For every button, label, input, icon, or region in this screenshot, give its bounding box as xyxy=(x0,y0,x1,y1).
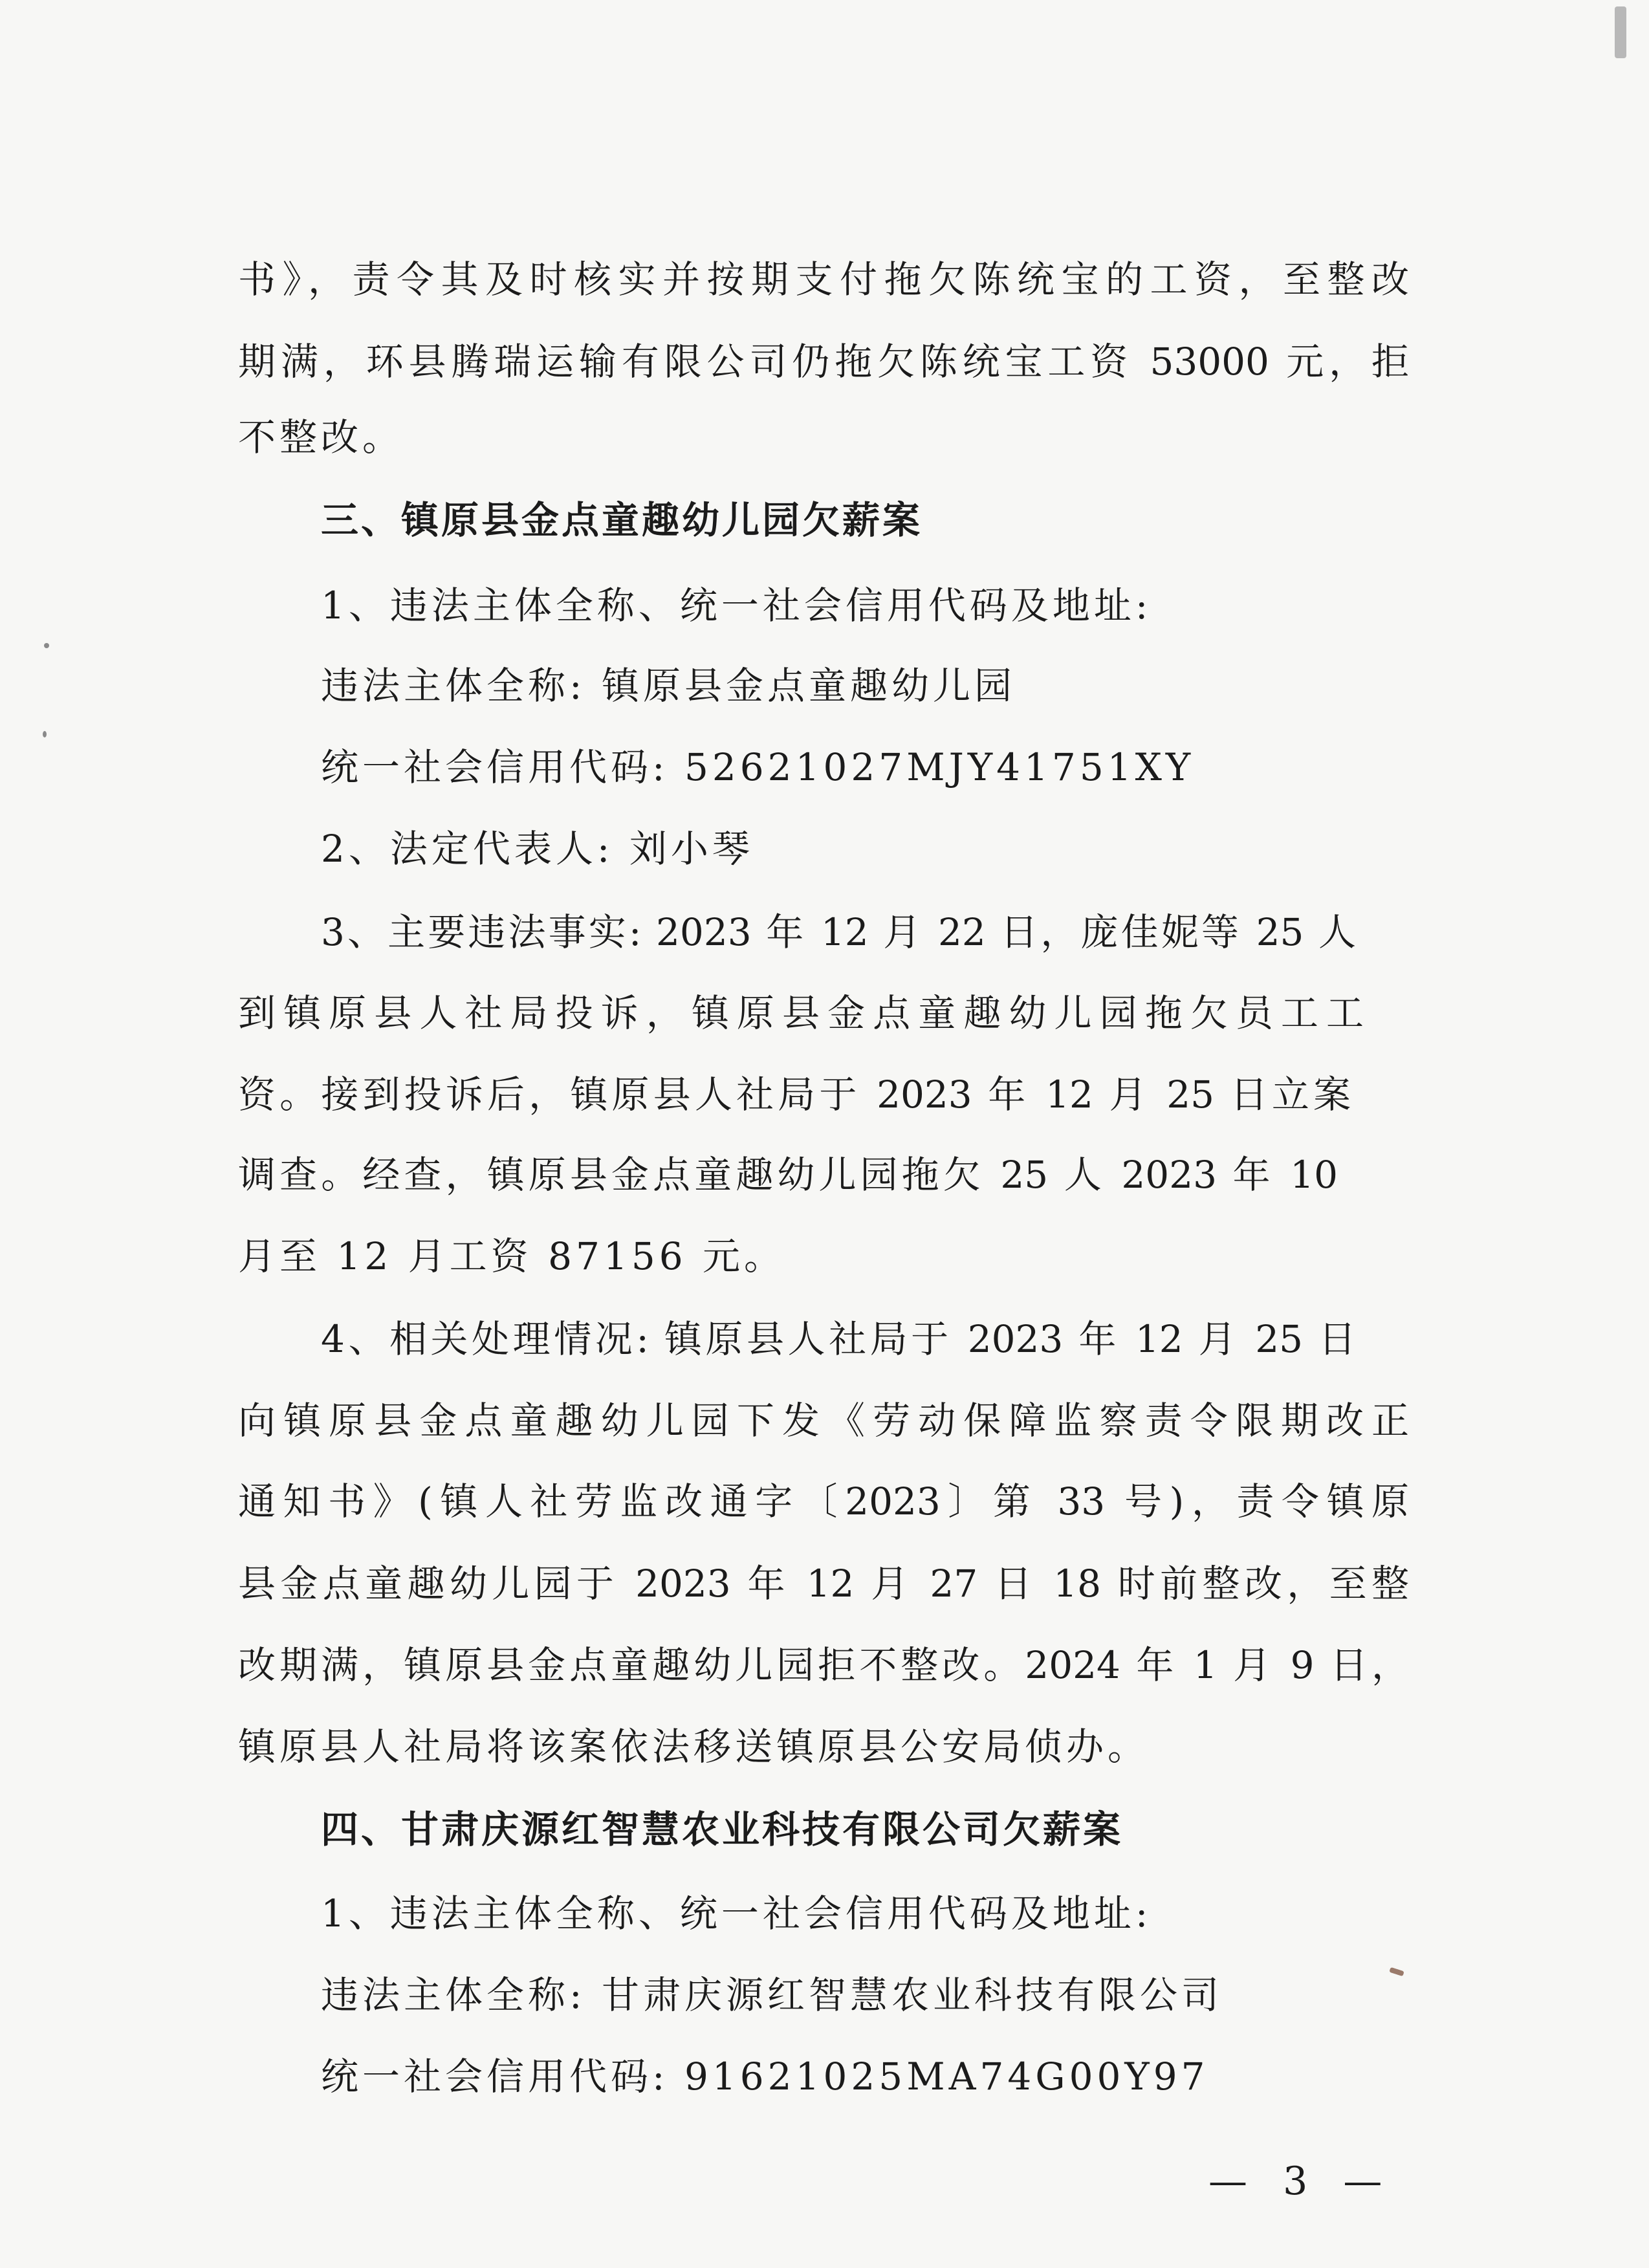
paragraph-line: 不整改。 xyxy=(238,415,404,459)
scan-speck xyxy=(1389,1967,1404,1976)
scan-speck xyxy=(43,731,47,737)
case3-item1-title: 1、违法主体全称、统一社会信用代码及地址: xyxy=(321,583,1152,627)
case3-legal-rep: 2、法定代表人: 刘小琴 xyxy=(321,827,754,871)
case3-handling-line: 4、相关处理情况: 镇原县人社局于 2023 年 12 月 25 日 xyxy=(321,1317,1356,1361)
case4-heading: 四、甘肃庆源红智慧农业科技有限公司欠薪案 xyxy=(321,1807,1124,1851)
paragraph-line: 书》，责令其及时核实并按期支付拖欠陈统宝的工资，至整改 xyxy=(238,257,1409,301)
case3-facts-line: 调查。经查，镇原县金点童趣幼儿园拖欠 25 人 2023 年 10 xyxy=(238,1153,1338,1197)
scan-edge-mark xyxy=(1615,6,1626,58)
scan-speck xyxy=(44,643,49,648)
case4-item1-title: 1、违法主体全称、统一社会信用代码及地址: xyxy=(321,1892,1152,1935)
case3-credit-code: 统一社会信用代码: 52621027MJY41751XY xyxy=(321,745,1195,789)
case3-handling-line: 镇原县人社局将该案依法移送镇原县公安局侦办。 xyxy=(238,1725,1150,1769)
case4-credit-code: 统一社会信用代码: 91621025MA74G00Y97 xyxy=(321,2055,1209,2099)
case3-handling-line: 通知书》(镇人社劳监改通字〔2023〕第 33 号)，责令镇原 xyxy=(238,1479,1409,1523)
page-number: — 3 — xyxy=(1208,2159,1394,2204)
case3-facts-line: 3、主要违法事实: 2023 年 12 月 22 日，庞佳妮等 25 人 xyxy=(321,910,1356,954)
case3-handling-line: 县金点童趣幼儿园于 2023 年 12 月 27 日 18 时前整改，至整 xyxy=(238,1562,1409,1606)
case3-handling-line: 改期满，镇原县金点童趣幼儿园拒不整改。2024 年 1 月 9 日， xyxy=(238,1643,1409,1687)
case3-handling-line: 向镇原县金点童趣幼儿园下发《劳动保障监察责令限期改正 xyxy=(238,1399,1409,1443)
case3-heading: 三、镇原县金点童趣幼儿园欠薪案 xyxy=(321,498,923,542)
case3-facts-line: 月至 12 月工资 87156 元。 xyxy=(238,1234,786,1278)
case3-facts-line: 到镇原县人社局投诉，镇原县金点童趣幼儿园拖欠员工工 xyxy=(238,991,1364,1035)
case4-entity-name: 违法主体全称: 甘肃庆源红智慧农业科技有限公司 xyxy=(321,1973,1223,2017)
paragraph-line: 期满，环县腾瑞运输有限公司仍拖欠陈统宝工资 53000 元，拒 xyxy=(238,340,1409,384)
case3-entity-name: 违法主体全称: 镇原县金点童趣幼儿园 xyxy=(321,664,1016,708)
case3-facts-line: 资。接到投诉后，镇原县人社局于 2023 年 12 月 25 日立案 xyxy=(238,1073,1351,1117)
